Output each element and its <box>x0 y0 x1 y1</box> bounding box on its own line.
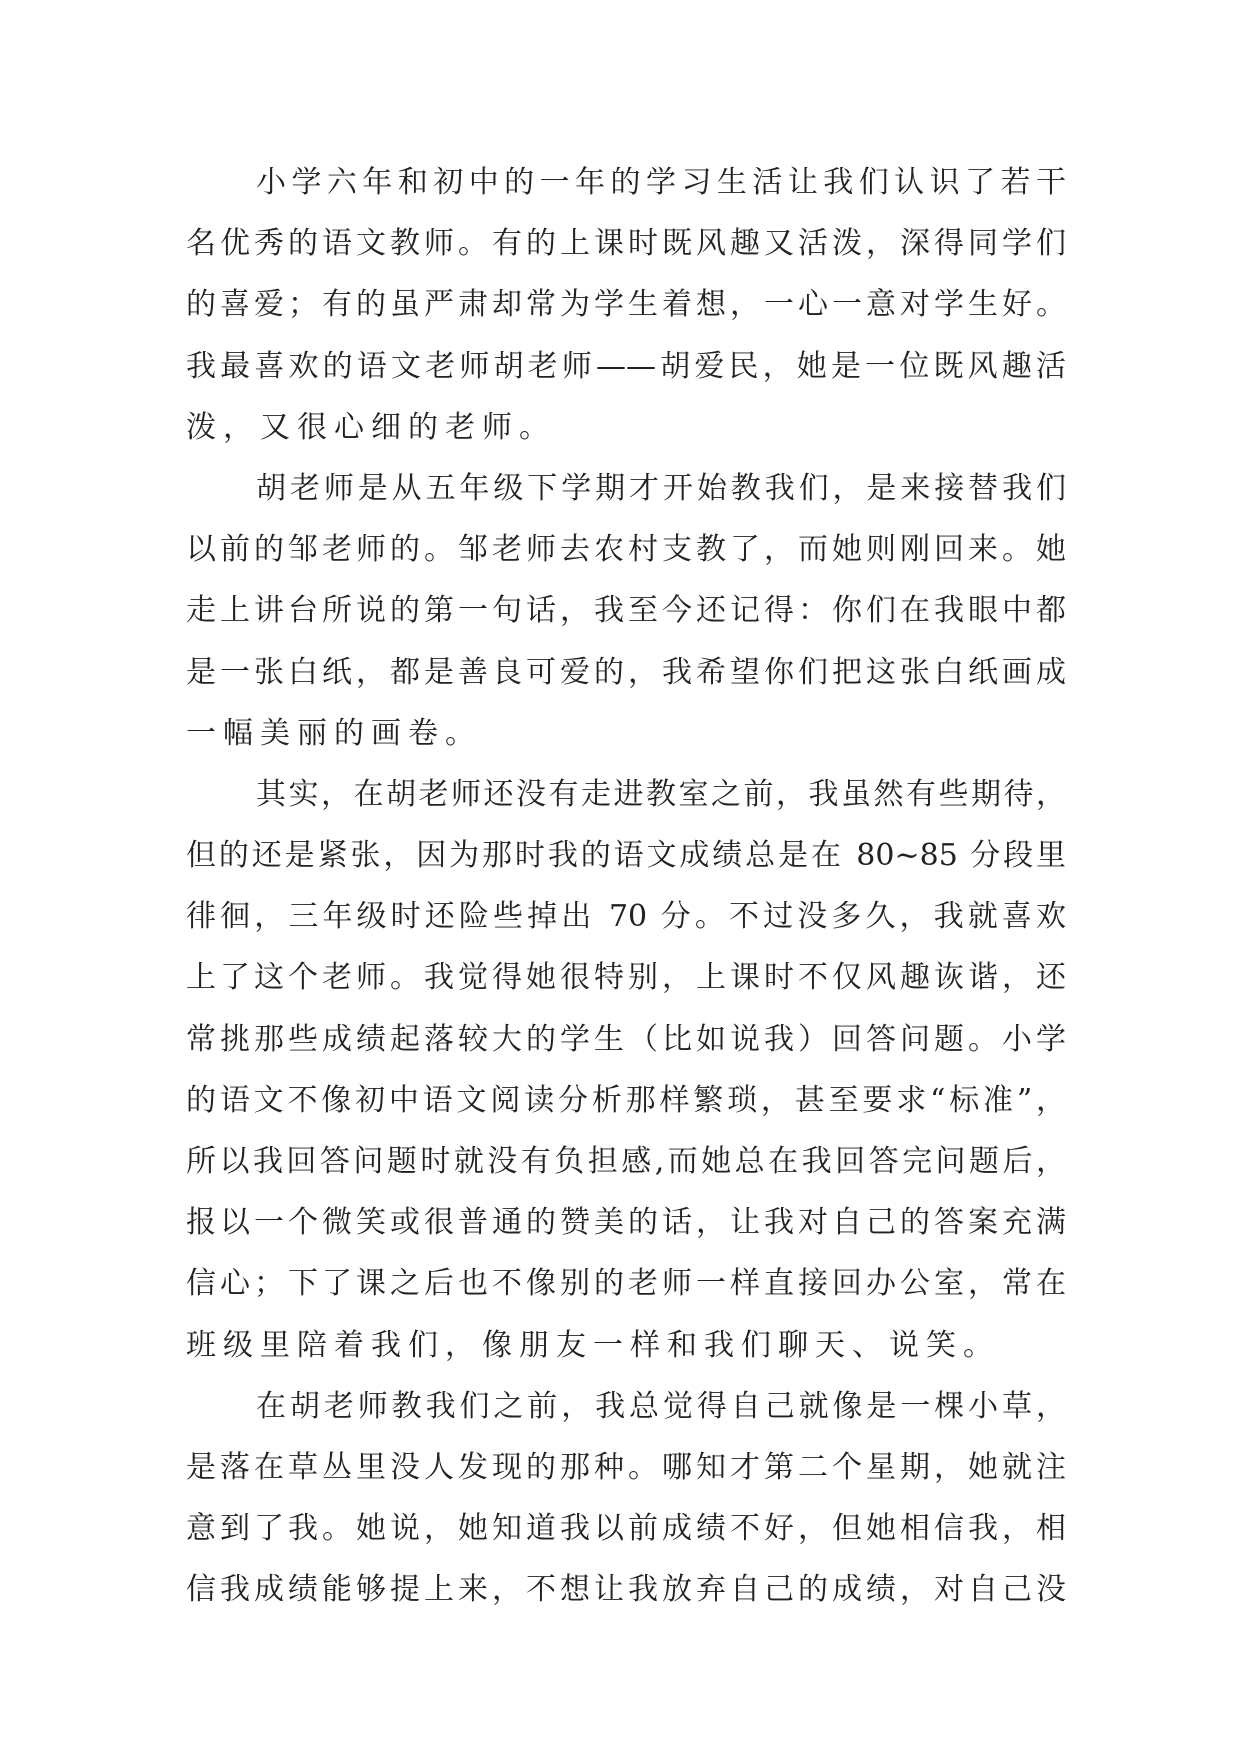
text-line <box>186 1192 1066 1253</box>
text-line-content: 一幅美丽的画卷。 <box>186 715 482 751</box>
text-line-content: 的语文不像初中语文阅读分析那样繁琐，甚至要求“标准”， <box>186 1082 1066 1118</box>
essay-body <box>186 152 1066 1621</box>
text-line <box>186 1376 1066 1437</box>
text-line-content: 名优秀的语文教师。有的上课时既风趣又活泼，深得同学们 <box>186 226 1066 262</box>
text-line-content: 走上讲台所说的第一句话，我至今还记得：你们在我眼中都 <box>186 593 1066 629</box>
text-line-content: 以前的邹老师的。邹老师去农村支教了，而她则刚回来。她 <box>186 532 1066 568</box>
text-line <box>186 458 1066 519</box>
text-line <box>186 274 1066 335</box>
text-line-content: 但的还是紧张，因为那时我的语文成绩总是在 80~85 分段里 <box>186 838 1066 874</box>
text-line-content: 意到了我。她说，她知道我以前成绩不好，但她相信我，相 <box>186 1511 1066 1547</box>
text-line-content: 信心；下了课之后也不像别的老师一样直接回办公室，常在 <box>186 1266 1066 1302</box>
text-line <box>186 213 1066 274</box>
text-line-content: 徘徊，三年级时还险些掉出 70 分。不过没多久，我就喜欢 <box>186 899 1066 935</box>
text-line <box>186 825 1066 886</box>
text-line <box>186 580 1066 641</box>
text-line <box>186 642 1066 703</box>
text-line-content: 的喜爱；有的虽严肃却常为学生着想，一心一意对学生好。 <box>186 287 1066 323</box>
text-line <box>186 1315 1066 1376</box>
text-line-content: 其实，在胡老师还没有走进教室之前，我虽然有些期待， <box>256 776 1066 812</box>
text-line-content: 班级里陪着我们，像朋友一样和我们聊天、说笑。 <box>186 1327 1000 1363</box>
text-line-content: 报以一个微笑或很普通的赞美的话，让我对自己的答案充满 <box>186 1205 1066 1241</box>
text-line <box>186 1009 1066 1070</box>
text-line-content: 我最喜欢的语文老师胡老师——胡爱民，她是一位既风趣活 <box>186 348 1066 384</box>
text-line <box>186 947 1066 1008</box>
text-line-content: 信我成绩能够提上来，不想让我放弃自己的成绩，对自己没 <box>186 1572 1066 1608</box>
text-line <box>186 886 1066 947</box>
text-line <box>186 1437 1066 1498</box>
text-line <box>186 519 1066 580</box>
text-line <box>186 1070 1066 1131</box>
text-line <box>186 397 1066 458</box>
text-line <box>186 152 1066 213</box>
text-line-content: 是落在草丛里没人发现的那种。哪知才第二个星期，她就注 <box>186 1449 1066 1485</box>
text-line <box>186 1253 1066 1314</box>
text-line-content: 小学六年和初中的一年的学习生活让我们认识了若干 <box>256 165 1066 200</box>
text-line <box>186 1498 1066 1559</box>
text-line <box>186 764 1066 825</box>
text-line <box>186 1559 1066 1620</box>
text-line-content: 所以我回答问题时就没有负担感,而她总在我回答完问题后， <box>186 1144 1066 1179</box>
text-line <box>186 336 1066 397</box>
text-line-content: 常挑那些成绩起落较大的学生（比如说我）回答问题。小学 <box>186 1021 1066 1057</box>
text-line <box>186 1131 1066 1192</box>
text-line-content: 胡老师是从五年级下学期才开始教我们，是来接替我们 <box>256 470 1066 506</box>
text-line <box>186 703 1066 764</box>
text-line-content: 上了这个老师。我觉得她很特别，上课时不仅风趣诙谐，还 <box>186 960 1066 996</box>
text-line-content: 泼，又很心细的老师。 <box>186 409 556 445</box>
text-line-content: 是一张白纸，都是善良可爱的，我希望你们把这张白纸画成 <box>186 654 1066 690</box>
text-line-content: 在胡老师教我们之前，我总觉得自己就像是一棵小草， <box>256 1388 1066 1424</box>
